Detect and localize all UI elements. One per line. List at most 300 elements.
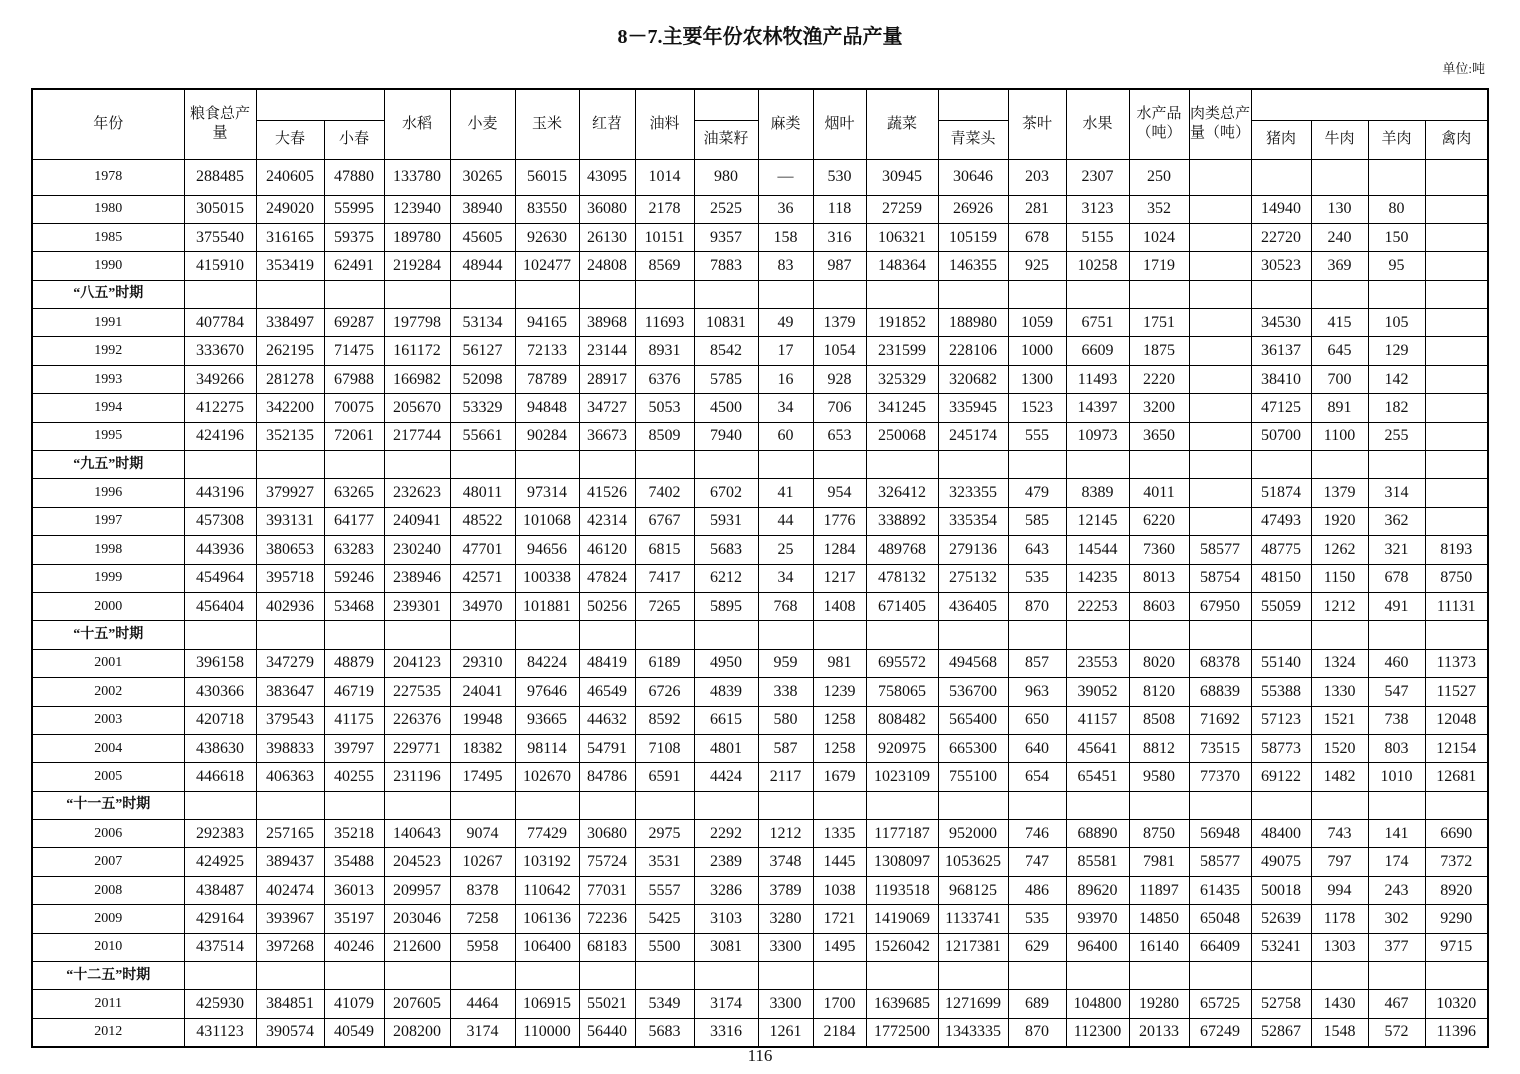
cell-hemp: 768 xyxy=(758,592,813,620)
cell-fruit: 8389 xyxy=(1066,479,1129,507)
cell-fruit: 85581 xyxy=(1066,848,1129,876)
cell-poultry xyxy=(1425,337,1488,365)
cell-xiaochun: 64177 xyxy=(324,507,384,535)
empty-cell xyxy=(938,791,1008,819)
cell-grain-total: 438487 xyxy=(184,876,256,904)
header-mutton: 羊肉 xyxy=(1368,120,1425,159)
cell-poultry xyxy=(1425,223,1488,251)
empty-cell xyxy=(1189,451,1251,479)
table-row xyxy=(32,933,1488,961)
cell-tobacco: 1335 xyxy=(813,820,866,848)
cell-vegetables: 489768 xyxy=(866,536,938,564)
cell-aquatic: 250 xyxy=(1129,159,1189,195)
cell-aquatic: 8120 xyxy=(1129,678,1189,706)
cell-vegetables: 27259 xyxy=(866,195,938,223)
header-year: 年份 xyxy=(32,89,184,159)
table-row xyxy=(32,734,1488,762)
cell-sweet-potato: 46549 xyxy=(579,678,635,706)
cell-hemp: — xyxy=(758,159,813,195)
cell-dachun: 352135 xyxy=(256,422,324,450)
cell-hemp: 158 xyxy=(758,223,813,251)
cell-wheat: 48011 xyxy=(450,479,515,507)
table-row xyxy=(32,649,1488,677)
year-cell: 1978 xyxy=(32,159,184,195)
cell-wheat: 30265 xyxy=(450,159,515,195)
cell-hemp: 16 xyxy=(758,365,813,393)
cell-poultry xyxy=(1425,479,1488,507)
empty-cell xyxy=(1008,280,1066,308)
empty-cell xyxy=(635,621,694,649)
empty-cell xyxy=(324,280,384,308)
cell-wheat: 53134 xyxy=(450,309,515,337)
cell-oil-crops: 11693 xyxy=(635,309,694,337)
cell-hemp: 34 xyxy=(758,394,813,422)
cell-tobacco: 1217 xyxy=(813,564,866,592)
cell-fruit: 14544 xyxy=(1066,536,1129,564)
empty-cell xyxy=(384,621,450,649)
table-row xyxy=(32,876,1488,904)
empty-cell xyxy=(1129,962,1189,990)
cell-meat-total: 58754 xyxy=(1189,564,1251,592)
cell-fruit: 104800 xyxy=(1066,990,1129,1018)
cell-oil-crops: 5683 xyxy=(635,1018,694,1046)
cell-mutton: 467 xyxy=(1368,990,1425,1018)
cell-pork: 48150 xyxy=(1251,564,1311,592)
cell-tea: 689 xyxy=(1008,990,1066,1018)
cell-aquatic: 8013 xyxy=(1129,564,1189,592)
cell-mustard-tuber: 755100 xyxy=(938,763,1008,791)
cell-poultry xyxy=(1425,422,1488,450)
cell-xiaochun: 47880 xyxy=(324,159,384,195)
empty-cell xyxy=(813,791,866,819)
cell-corn: 101068 xyxy=(515,507,579,535)
cell-mustard-tuber: 320682 xyxy=(938,365,1008,393)
year-cell: 2005 xyxy=(32,763,184,791)
empty-cell xyxy=(866,962,938,990)
cell-aquatic: 4011 xyxy=(1129,479,1189,507)
cell-rapeseed: 5785 xyxy=(694,365,758,393)
cell-rice: 166982 xyxy=(384,365,450,393)
cell-beef: 1379 xyxy=(1311,479,1368,507)
cell-poultry xyxy=(1425,309,1488,337)
year-cell: 1999 xyxy=(32,564,184,592)
cell-meat-total: 66409 xyxy=(1189,933,1251,961)
cell-rapeseed: 4801 xyxy=(694,734,758,762)
cell-mutton: 182 xyxy=(1368,394,1425,422)
cell-xiaochun: 72061 xyxy=(324,422,384,450)
cell-xiaochun: 40255 xyxy=(324,763,384,791)
header-group-spacer xyxy=(694,89,758,120)
cell-aquatic: 8508 xyxy=(1129,706,1189,734)
cell-aquatic: 3650 xyxy=(1129,422,1189,450)
cell-dachun: 397268 xyxy=(256,933,324,961)
table-row xyxy=(32,905,1488,933)
empty-cell xyxy=(1008,962,1066,990)
cell-oil-crops: 6726 xyxy=(635,678,694,706)
cell-dachun: 393131 xyxy=(256,507,324,535)
cell-sweet-potato: 36673 xyxy=(579,422,635,450)
cell-mustard-tuber: 1343335 xyxy=(938,1018,1008,1046)
empty-cell xyxy=(1425,621,1488,649)
cell-tobacco: 1239 xyxy=(813,678,866,706)
empty-cell xyxy=(1189,621,1251,649)
table-row xyxy=(32,195,1488,223)
cell-wheat: 8378 xyxy=(450,876,515,904)
cell-beef: 743 xyxy=(1311,820,1368,848)
cell-oil-crops: 5349 xyxy=(635,990,694,1018)
cell-sweet-potato: 56440 xyxy=(579,1018,635,1046)
cell-vegetables: 1177187 xyxy=(866,820,938,848)
cell-tobacco: 2184 xyxy=(813,1018,866,1046)
cell-dachun: 249020 xyxy=(256,195,324,223)
cell-corn: 56015 xyxy=(515,159,579,195)
table-row xyxy=(32,365,1488,393)
empty-cell xyxy=(1368,280,1425,308)
cell-mutton: 738 xyxy=(1368,706,1425,734)
cell-rapeseed: 2389 xyxy=(694,848,758,876)
cell-poultry: 11131 xyxy=(1425,592,1488,620)
cell-mustard-tuber: 1217381 xyxy=(938,933,1008,961)
cell-sweet-potato: 26130 xyxy=(579,223,635,251)
cell-oil-crops: 1014 xyxy=(635,159,694,195)
cell-xiaochun: 71475 xyxy=(324,337,384,365)
cell-poultry: 9715 xyxy=(1425,933,1488,961)
cell-meat-total xyxy=(1189,309,1251,337)
cell-rice: 204123 xyxy=(384,649,450,677)
cell-meat-total: 77370 xyxy=(1189,763,1251,791)
cell-mutton: 678 xyxy=(1368,564,1425,592)
cell-grain-total: 430366 xyxy=(184,678,256,706)
cell-dachun: 240605 xyxy=(256,159,324,195)
cell-grain-total: 424196 xyxy=(184,422,256,450)
empty-cell xyxy=(515,451,579,479)
header-grain-total: 粮食总产量 xyxy=(184,89,256,159)
cell-fruit: 10258 xyxy=(1066,252,1129,280)
cell-meat-total: 58577 xyxy=(1189,536,1251,564)
cell-tobacco: 706 xyxy=(813,394,866,422)
cell-aquatic: 2220 xyxy=(1129,365,1189,393)
cell-mustard-tuber: 1133741 xyxy=(938,905,1008,933)
empty-cell xyxy=(694,791,758,819)
cell-mutton: 803 xyxy=(1368,734,1425,762)
cell-fruit: 89620 xyxy=(1066,876,1129,904)
header-row-top xyxy=(32,89,1488,120)
cell-dachun: 347279 xyxy=(256,649,324,677)
section-label: “十二五”时期 xyxy=(32,962,184,990)
cell-poultry: 12681 xyxy=(1425,763,1488,791)
cell-grain-total: 429164 xyxy=(184,905,256,933)
cell-oil-crops: 5053 xyxy=(635,394,694,422)
cell-pork: 51874 xyxy=(1251,479,1311,507)
cell-rice: 189780 xyxy=(384,223,450,251)
cell-wheat: 52098 xyxy=(450,365,515,393)
cell-rice: 208200 xyxy=(384,1018,450,1046)
cell-sweet-potato: 72236 xyxy=(579,905,635,933)
cell-beef: 1303 xyxy=(1311,933,1368,961)
cell-xiaochun: 63283 xyxy=(324,536,384,564)
cell-oil-crops: 10151 xyxy=(635,223,694,251)
cell-beef: 1330 xyxy=(1311,678,1368,706)
cell-rapeseed: 3081 xyxy=(694,933,758,961)
page-title: 8－7.主要年份农林牧渔产品产量 xyxy=(617,26,903,48)
empty-cell xyxy=(184,451,256,479)
empty-cell xyxy=(938,621,1008,649)
cell-vegetables: 338892 xyxy=(866,507,938,535)
cell-grain-total: 333670 xyxy=(184,337,256,365)
cell-rapeseed: 4500 xyxy=(694,394,758,422)
empty-cell xyxy=(1251,280,1311,308)
cell-sweet-potato: 43095 xyxy=(579,159,635,195)
cell-corn: 102670 xyxy=(515,763,579,791)
cell-tobacco: 1445 xyxy=(813,848,866,876)
cell-pork: 58773 xyxy=(1251,734,1311,762)
empty-cell xyxy=(1066,962,1129,990)
cell-aquatic: 1024 xyxy=(1129,223,1189,251)
cell-vegetables: 671405 xyxy=(866,592,938,620)
cell-corn: 94848 xyxy=(515,394,579,422)
cell-hemp: 3300 xyxy=(758,990,813,1018)
header-beef: 牛肉 xyxy=(1311,120,1368,159)
cell-beef: 1920 xyxy=(1311,507,1368,535)
cell-tea: 1300 xyxy=(1008,365,1066,393)
cell-rice: 197798 xyxy=(384,309,450,337)
empty-cell xyxy=(450,451,515,479)
cell-pork: 38410 xyxy=(1251,365,1311,393)
cell-hemp: 959 xyxy=(758,649,813,677)
cell-pork: 55388 xyxy=(1251,678,1311,706)
empty-cell xyxy=(384,451,450,479)
section-label: “八五”时期 xyxy=(32,280,184,308)
cell-meat-total xyxy=(1189,223,1251,251)
cell-vegetables: 325329 xyxy=(866,365,938,393)
cell-poultry: 12154 xyxy=(1425,734,1488,762)
cell-pork: 47493 xyxy=(1251,507,1311,535)
cell-xiaochun: 69287 xyxy=(324,309,384,337)
section-row xyxy=(32,280,1488,308)
cell-vegetables: 1419069 xyxy=(866,905,938,933)
cell-fruit: 6751 xyxy=(1066,309,1129,337)
cell-sweet-potato: 46120 xyxy=(579,536,635,564)
cell-beef: 1212 xyxy=(1311,592,1368,620)
header-meat-total: 肉类总产量（吨） xyxy=(1189,89,1251,159)
cell-corn: 102477 xyxy=(515,252,579,280)
cell-grain-total: 443196 xyxy=(184,479,256,507)
cell-aquatic: 8020 xyxy=(1129,649,1189,677)
cell-fruit: 68890 xyxy=(1066,820,1129,848)
cell-tobacco: 954 xyxy=(813,479,866,507)
cell-beef: 1430 xyxy=(1311,990,1368,1018)
cell-mutton: 314 xyxy=(1368,479,1425,507)
cell-aquatic: 8750 xyxy=(1129,820,1189,848)
cell-fruit: 12145 xyxy=(1066,507,1129,535)
section-row xyxy=(32,451,1488,479)
cell-aquatic: 7981 xyxy=(1129,848,1189,876)
cell-rapeseed: 4424 xyxy=(694,763,758,791)
cell-fruit: 96400 xyxy=(1066,933,1129,961)
cell-xiaochun: 59246 xyxy=(324,564,384,592)
header-rice: 水稻 xyxy=(384,89,450,159)
cell-vegetables: 191852 xyxy=(866,309,938,337)
empty-cell xyxy=(1368,791,1425,819)
year-cell: 2008 xyxy=(32,876,184,904)
empty-cell xyxy=(324,621,384,649)
cell-pork: 34530 xyxy=(1251,309,1311,337)
cell-pork: 52639 xyxy=(1251,905,1311,933)
cell-xiaochun: 46719 xyxy=(324,678,384,706)
cell-aquatic: 9580 xyxy=(1129,763,1189,791)
empty-cell xyxy=(1066,451,1129,479)
cell-xiaochun: 40246 xyxy=(324,933,384,961)
cell-vegetables: 758065 xyxy=(866,678,938,706)
table-row xyxy=(32,706,1488,734)
cell-mustard-tuber: 494568 xyxy=(938,649,1008,677)
cell-poultry: 8193 xyxy=(1425,536,1488,564)
cell-xiaochun: 48879 xyxy=(324,649,384,677)
cell-meat-total: 68839 xyxy=(1189,678,1251,706)
cell-tea: 555 xyxy=(1008,422,1066,450)
cell-rapeseed: 6702 xyxy=(694,479,758,507)
cell-mustard-tuber: 105159 xyxy=(938,223,1008,251)
cell-grain-total: 457308 xyxy=(184,507,256,535)
cell-grain-total: 456404 xyxy=(184,592,256,620)
cell-fruit: 41157 xyxy=(1066,706,1129,734)
year-cell: 1985 xyxy=(32,223,184,251)
cell-pork: 48400 xyxy=(1251,820,1311,848)
cell-grain-total: 443936 xyxy=(184,536,256,564)
cell-meat-total: 68378 xyxy=(1189,649,1251,677)
cell-fruit: 14235 xyxy=(1066,564,1129,592)
empty-cell xyxy=(758,280,813,308)
year-cell: 1991 xyxy=(32,309,184,337)
cell-wheat: 19948 xyxy=(450,706,515,734)
cell-corn: 93665 xyxy=(515,706,579,734)
cell-meat-total xyxy=(1189,479,1251,507)
empty-cell xyxy=(1425,791,1488,819)
cell-hemp: 580 xyxy=(758,706,813,734)
cell-meat-total xyxy=(1189,422,1251,450)
cell-mutton xyxy=(1368,159,1425,195)
cell-corn: 83550 xyxy=(515,195,579,223)
cell-vegetables: 148364 xyxy=(866,252,938,280)
cell-tobacco: 316 xyxy=(813,223,866,251)
empty-cell xyxy=(866,621,938,649)
cell-hemp: 60 xyxy=(758,422,813,450)
cell-pork: 30523 xyxy=(1251,252,1311,280)
empty-cell xyxy=(579,791,635,819)
empty-cell xyxy=(1008,621,1066,649)
cell-wheat: 7258 xyxy=(450,905,515,933)
cell-wheat: 47701 xyxy=(450,536,515,564)
cell-corn: 72133 xyxy=(515,337,579,365)
year-cell: 1998 xyxy=(32,536,184,564)
empty-cell xyxy=(450,621,515,649)
cell-rapeseed: 4950 xyxy=(694,649,758,677)
cell-poultry xyxy=(1425,159,1488,195)
empty-cell xyxy=(1129,280,1189,308)
cell-beef: 369 xyxy=(1311,252,1368,280)
cell-beef: 891 xyxy=(1311,394,1368,422)
cell-mutton: 1010 xyxy=(1368,763,1425,791)
cell-tobacco: 1379 xyxy=(813,309,866,337)
cell-mutton: 491 xyxy=(1368,592,1425,620)
cell-meat-total xyxy=(1189,195,1251,223)
cell-grain-total: 407784 xyxy=(184,309,256,337)
cell-poultry xyxy=(1425,394,1488,422)
cell-dachun: 379927 xyxy=(256,479,324,507)
cell-hemp: 83 xyxy=(758,252,813,280)
year-cell: 2003 xyxy=(32,706,184,734)
cell-fruit: 3123 xyxy=(1066,195,1129,223)
cell-sweet-potato: 30680 xyxy=(579,820,635,848)
cell-rapeseed: 7883 xyxy=(694,252,758,280)
cell-poultry: 12048 xyxy=(1425,706,1488,734)
cell-mustard-tuber: 26926 xyxy=(938,195,1008,223)
cell-dachun: 402936 xyxy=(256,592,324,620)
cell-rice: 212600 xyxy=(384,933,450,961)
cell-fruit: 45641 xyxy=(1066,734,1129,762)
year-cell: 1996 xyxy=(32,479,184,507)
cell-fruit: 10973 xyxy=(1066,422,1129,450)
cell-meat-total: 58577 xyxy=(1189,848,1251,876)
cell-grain-total: 425930 xyxy=(184,990,256,1018)
header-group-spacer xyxy=(256,89,384,120)
cell-vegetables: 808482 xyxy=(866,706,938,734)
cell-dachun: 395718 xyxy=(256,564,324,592)
cell-wheat: 29310 xyxy=(450,649,515,677)
cell-grain-total: 412275 xyxy=(184,394,256,422)
empty-cell xyxy=(324,451,384,479)
year-cell: 1997 xyxy=(32,507,184,535)
cell-tobacco: 653 xyxy=(813,422,866,450)
cell-pork: 69122 xyxy=(1251,763,1311,791)
cell-vegetables: 695572 xyxy=(866,649,938,677)
empty-cell xyxy=(515,280,579,308)
cell-meat-total: 67249 xyxy=(1189,1018,1251,1046)
cell-meat-total xyxy=(1189,365,1251,393)
cell-beef: 1150 xyxy=(1311,564,1368,592)
cell-mustard-tuber: 565400 xyxy=(938,706,1008,734)
cell-aquatic: 3200 xyxy=(1129,394,1189,422)
header-sweet-potato: 红苕 xyxy=(579,89,635,159)
section-row xyxy=(32,791,1488,819)
production-table xyxy=(31,88,1489,1048)
cell-corn: 90284 xyxy=(515,422,579,450)
cell-corn: 101881 xyxy=(515,592,579,620)
cell-rice: 231196 xyxy=(384,763,450,791)
cell-vegetables: 341245 xyxy=(866,394,938,422)
cell-mutton: 174 xyxy=(1368,848,1425,876)
cell-hemp: 41 xyxy=(758,479,813,507)
cell-vegetables: 326412 xyxy=(866,479,938,507)
year-cell: 2001 xyxy=(32,649,184,677)
cell-fruit: 5155 xyxy=(1066,223,1129,251)
cell-tea: 654 xyxy=(1008,763,1066,791)
cell-rice: 226376 xyxy=(384,706,450,734)
cell-hemp: 49 xyxy=(758,309,813,337)
empty-cell xyxy=(1311,451,1368,479)
empty-cell xyxy=(758,621,813,649)
cell-mutton: 321 xyxy=(1368,536,1425,564)
cell-rapeseed: 2525 xyxy=(694,195,758,223)
empty-cell xyxy=(938,280,1008,308)
year-cell: 2012 xyxy=(32,1018,184,1046)
cell-beef: 415 xyxy=(1311,309,1368,337)
cell-poultry xyxy=(1425,507,1488,535)
empty-cell xyxy=(515,791,579,819)
cell-rapeseed: 3286 xyxy=(694,876,758,904)
cell-poultry: 11527 xyxy=(1425,678,1488,706)
cell-tobacco: 928 xyxy=(813,365,866,393)
